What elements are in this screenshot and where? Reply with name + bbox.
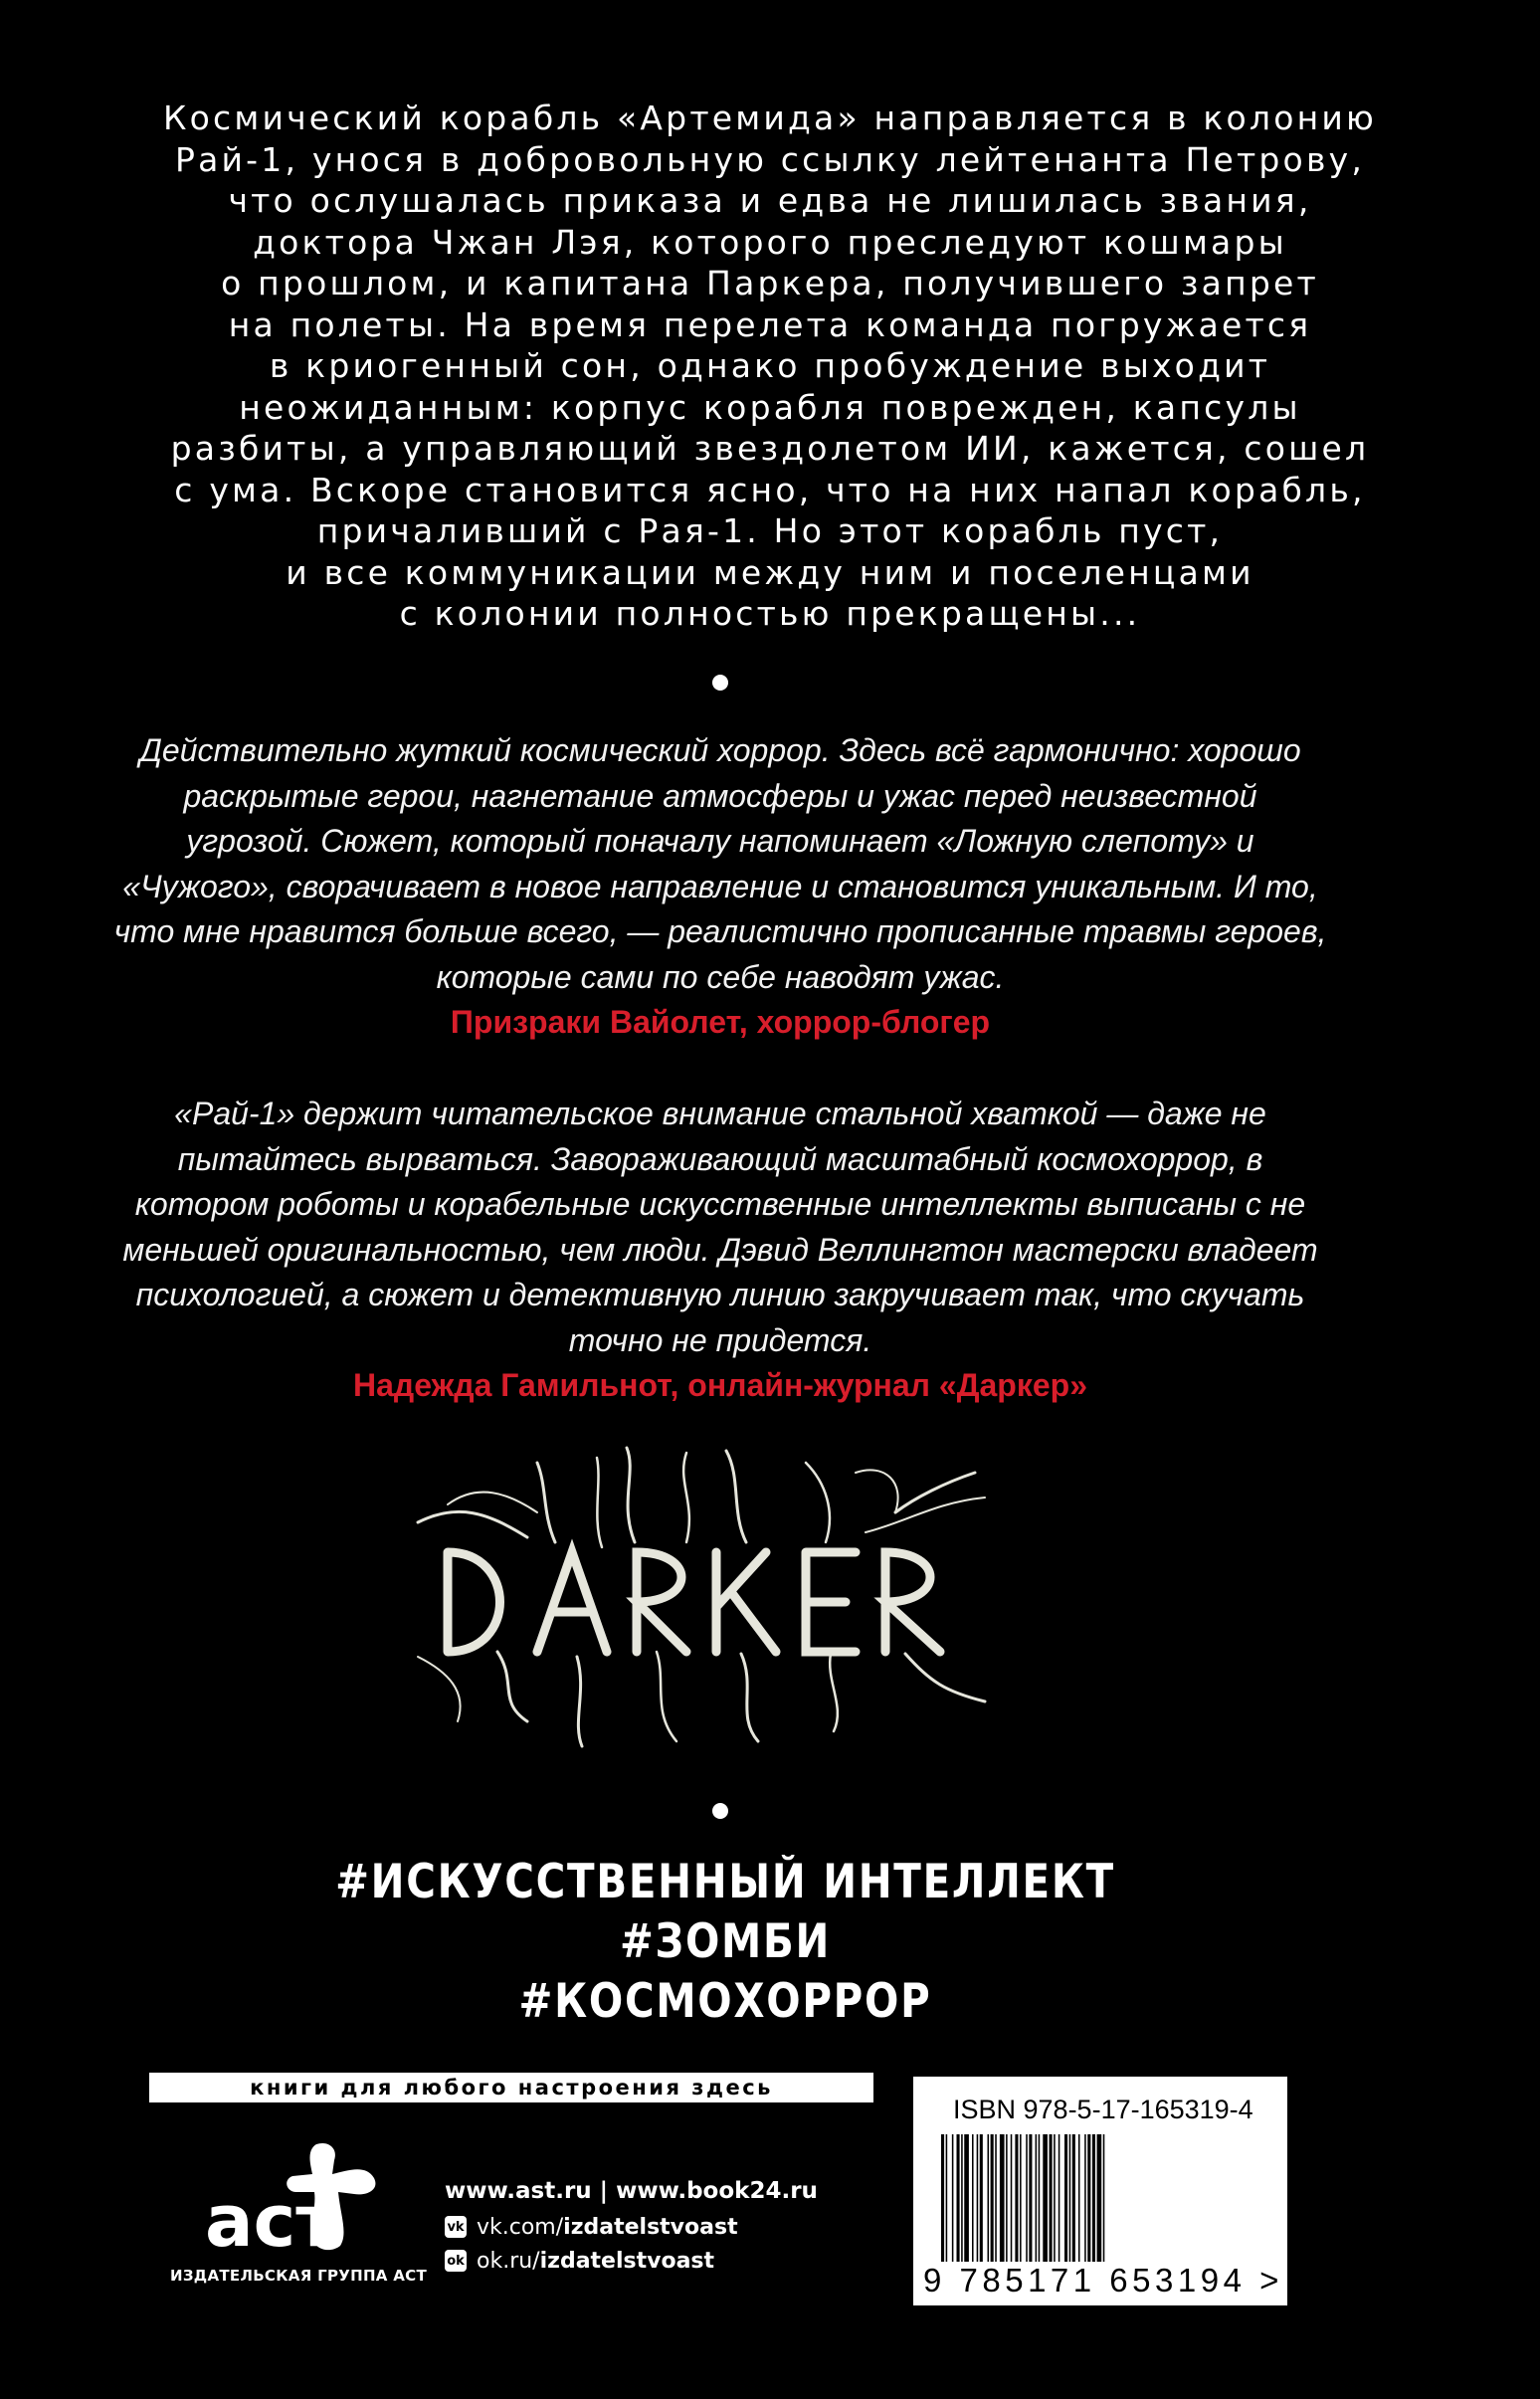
review-line: что мне нравится больше всего, — реалистично прописанные травмы героев, <box>113 913 1327 949</box>
promo-banner: книги для любого настроения здесь <box>149 2073 873 2102</box>
review-author: Надежда Гамильнот, онлайн-журнал «Даркер» <box>353 1367 1087 1403</box>
ok-link-prefix[interactable]: ok.ru/ <box>477 2248 540 2274</box>
barcode-bar <box>980 2134 983 2262</box>
barcode-bar <box>964 2134 969 2262</box>
blurb-line: с колонии полностью прекращены... <box>399 594 1141 633</box>
blurb-line: что ослушалась приказа и едва не лишилась звания, <box>228 181 1312 220</box>
vk-link-handle[interactable]: izdatelstvoast <box>563 2214 738 2240</box>
blurb-line: с ума. Вскоре становится ясно, что на них напал корабль, <box>174 470 1366 509</box>
barcode-digits: 9 785171 653194 > <box>923 2262 1283 2299</box>
barcode-bar <box>1069 2134 1071 2262</box>
barcode-bar <box>1015 2134 1018 2262</box>
barcode-bar <box>1011 2134 1013 2262</box>
book-blurb <box>99 98 1441 635</box>
website-links[interactable] <box>445 2172 818 2210</box>
barcode-bar <box>1064 2134 1067 2262</box>
barcode-bar <box>988 2134 990 2262</box>
website-links-text[interactable]: www.ast.ru | www.book24.ru <box>445 2178 818 2204</box>
review-line: Действительно жуткий космический хоррор. Здесь всё гармонично: хорошо <box>139 732 1301 768</box>
blurb-line: неожиданным: корпус корабля поврежден, капсулы <box>239 387 1301 427</box>
barcode-bar <box>991 2134 994 2262</box>
review-line: «Чужого», сворачивает в новое направление и становится уникальным. И то, <box>122 868 1318 904</box>
barcode-bar <box>977 2134 979 2262</box>
barcode-bar <box>1087 2134 1090 2262</box>
barcode-bar <box>1078 2134 1080 2262</box>
review-quote-2 <box>60 1092 1381 1409</box>
barcode-bar <box>1006 2134 1008 2262</box>
barcode-bar <box>1092 2134 1095 2262</box>
review-line: меньшей оригинальностью, чем люди. Дэвид Веллингтон мастерски владеет <box>122 1231 1318 1268</box>
hashtag: #КОСМОХОРРОР <box>518 1974 932 2029</box>
publisher-links <box>445 2172 818 2278</box>
ast-logo-text: аст <box>205 2179 337 2254</box>
darker-logo <box>388 1443 1005 1761</box>
review-line: точно не придется. <box>568 1321 872 1358</box>
review-line: «Рай-1» держит читательское внимание стальной хваткой — даже не <box>174 1096 1266 1131</box>
barcode-bar <box>1084 2134 1086 2262</box>
separator-dot <box>712 675 728 691</box>
blurb-line: доктора Чжан Лэя, которого преследуют кошмары <box>253 222 1287 262</box>
barcode-bar <box>941 2134 944 2262</box>
barcode-bar <box>1097 2134 1102 2262</box>
vk-link-prefix[interactable]: vk.com/ <box>477 2214 564 2240</box>
review-line: котором роботы и корабельные искусственные интеллекты выписаны с не <box>134 1186 1306 1222</box>
hashtag-list <box>101 1853 1349 2032</box>
blurb-line: и все коммуникации между ним и поселенцами <box>286 552 1254 592</box>
isbn-label: ISBN 978-5-17-165319-4 <box>953 2095 1253 2124</box>
barcode-bar <box>1036 2134 1038 2262</box>
review-line: угрозой. Сюжет, который поначалу напоминает «Ложную слепоту» и <box>186 823 1254 859</box>
blurb-line: Рай-1, унося в добровольную ссылку лейтенанта Петрову, <box>174 139 1366 179</box>
ok-link[interactable] <box>445 2244 818 2278</box>
separator-dot <box>712 1803 728 1819</box>
ok-icon: ok <box>445 2250 467 2272</box>
hashtag: #ЗОМБИ <box>619 1914 832 1969</box>
barcode-bar <box>972 2134 974 2262</box>
blurb-line: разбиты, а управляющий звездолетом ИИ, кажется, сошел <box>170 429 1370 468</box>
barcode-bar <box>1043 2134 1048 2262</box>
hashtag: #ИСКУССТВЕННЫЙ ИНТЕЛЛЕКТ <box>335 1855 1115 1909</box>
barcode-bar <box>957 2134 960 2262</box>
blurb-line: о прошлом, и капитана Паркера, получившего запрет <box>221 264 1319 302</box>
barcode-bar <box>946 2134 948 2262</box>
barcode-bar <box>1103 2134 1105 2262</box>
blurb-line: причаливший с Рая-1. Но этот корабль пуст, <box>316 511 1224 550</box>
publisher-caption: ИЗДАТЕЛЬСКАЯ ГРУППА АСТ <box>169 2267 427 2285</box>
blurb-line: Космический корабль «Артемида» направляется в колонию <box>162 99 1378 137</box>
review-line: раскрытые герои, нагнетание атмосферы и ужас перед неизвестной <box>183 777 1257 814</box>
barcode-bar <box>1050 2134 1053 2262</box>
barcode-bar <box>1026 2134 1028 2262</box>
barcode-bar <box>995 2134 997 2262</box>
barcode-bar <box>1029 2134 1032 2262</box>
barcode-bar <box>1020 2134 1022 2262</box>
ok-link-handle[interactable]: izdatelstvoast <box>539 2248 715 2274</box>
barcode-bar <box>961 2134 963 2262</box>
barcode-bar <box>1000 2134 1005 2262</box>
review-author: Призраки Вайолет, хоррор-блогер <box>450 1004 991 1040</box>
blurb-line: в криогенный сон, однако пробуждение выходит <box>269 346 1271 385</box>
review-line: пытайтесь вырваться. Завораживающий масштабный космохоррор, в <box>177 1140 1263 1177</box>
barcode-bar <box>1054 2134 1056 2262</box>
barcode-bar <box>952 2134 954 2262</box>
barcode-bar <box>1059 2134 1060 2262</box>
vk-link[interactable] <box>445 2210 818 2244</box>
barcode <box>941 2134 1257 2262</box>
barcode-bar <box>1039 2134 1041 2262</box>
isbn-barcode-box <box>913 2077 1287 2305</box>
review-line: психологией, а сюжет и детективную линию закручивает так, что скучать <box>135 1277 1305 1312</box>
ast-publisher-logo <box>199 2134 388 2254</box>
review-line: которые сами по себе наводят ужас. <box>436 958 1005 995</box>
blurb-line: на полеты. На время перелета команда погружается <box>228 304 1312 344</box>
barcode-bar <box>1072 2134 1075 2262</box>
review-quote-1 <box>60 728 1381 1046</box>
vk-icon: vk <box>445 2216 467 2238</box>
